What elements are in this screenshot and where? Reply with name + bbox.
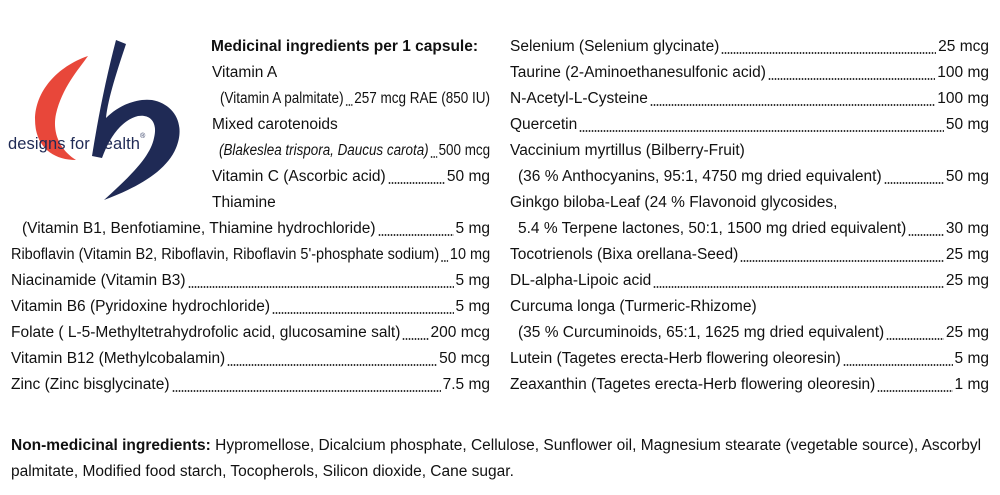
ingredient-vitamin-a-detail: (Vitamin A palmitate) 257 mcg RAE (850 IU) bbox=[220, 90, 491, 107]
non-medicinal-ingredients bbox=[11, 433, 996, 485]
ingredient-ginkgo-detail: 5.4 % Terpene lactones, 50:1, 1500 mg dried equivalent) 30 mg bbox=[518, 220, 989, 237]
ingredient-thiamine: Thiamine bbox=[212, 194, 276, 211]
ingredient-quercetin: Quercetin 50 mg bbox=[510, 116, 989, 133]
ingredient-folate: Folate ( L-5-Methyltetrahydrofolic acid, glucosamine salt) 200 mcg bbox=[11, 324, 490, 341]
medicinal-header: Medicinal ingredients per 1 capsule: bbox=[211, 38, 479, 55]
ingredient-bilberry-detail: (36 % Anthocyanins, 95:1, 4750 mg dried equivalent) 50 mg bbox=[518, 168, 989, 185]
ingredient-lutein: Lutein (Tagetes erecta-Herb flowering oleoresin) 5 mg bbox=[510, 350, 989, 367]
ingredient-bilberry: Vaccinium myrtillus (Bilberry-Fruit) bbox=[510, 142, 745, 159]
non-medicinal-label: Non-medicinal ingredients: bbox=[11, 437, 211, 454]
ingredient-tocotrienols: Tocotrienols (Bixa orellana-Seed) 25 mg bbox=[510, 246, 989, 263]
ingredient-vitamin-b12: Vitamin B12 (Methylcobalamin) 50 mcg bbox=[11, 350, 490, 367]
logo-swoosh-icon bbox=[18, 38, 203, 208]
ingredient-niacinamide: Niacinamide (Vitamin B3) 5 mg bbox=[11, 272, 490, 289]
ingredient-carotenoids-detail: (Blakeslea trispora, Daucus carota) 500 mcg bbox=[219, 142, 491, 159]
ingredient-taurine: Taurine (2-Aminoethanesulfonic acid) 100 mg bbox=[510, 64, 989, 81]
ingredient-thiamine-detail: (Vitamin B1, Benfotiamine, Thiamine hydrochloride) 5 mg bbox=[22, 220, 490, 237]
ingredient-vitamin-b6: Vitamin B6 (Pyridoxine hydrochloride) 5 mg bbox=[11, 298, 490, 315]
ingredient-lipoic-acid: DL-alpha-Lipoic acid 25 mg bbox=[510, 272, 989, 289]
ingredient-zeaxanthin: Zeaxanthin (Tagetes erecta-Herb flowering oleoresin) 1 mg bbox=[510, 376, 989, 393]
brand-logo-mark bbox=[18, 38, 203, 208]
ingredient-curcuma: Curcuma longa (Turmeric-Rhizome) bbox=[510, 298, 757, 315]
ingredient-vitamin-c: Vitamin C (Ascorbic acid) 50 mg bbox=[212, 168, 490, 185]
ingredient-selenium: Selenium (Selenium glycinate) 25 mcg bbox=[510, 38, 989, 55]
ingredient-ginkgo: Ginkgo biloba-Leaf (24 % Flavonoid glycosides, bbox=[510, 194, 838, 211]
ingredient-riboflavin: Riboflavin (Vitamin B2, Riboflavin, Riboflavin 5'-phosphate sodium) 10 mg bbox=[11, 246, 491, 263]
ingredient-nac: N-Acetyl-L-Cysteine 100 mg bbox=[510, 90, 989, 107]
non-medicinal-text: Hypromellose, Dicalcium phosphate, Cellulose, Sunflower oil, Magnesium stearate (vegetable source), Ascorbyl palmitate, Modified food starch, Tocopherols, Silicon dioxide, Cane sugar. bbox=[11, 437, 982, 480]
ingredient-curcuma-detail: (35 % Curcuminoids, 65:1, 1625 mg dried equivalent) 25 mg bbox=[518, 324, 989, 341]
brand-name: designs for health® bbox=[8, 133, 146, 153]
ingredient-vitamin-a: Vitamin A bbox=[212, 64, 278, 81]
ingredient-zinc: Zinc (Zinc bisglycinate) 7.5 mg bbox=[11, 376, 490, 393]
ingredient-mixed-carotenoids: Mixed carotenoids bbox=[212, 116, 338, 133]
